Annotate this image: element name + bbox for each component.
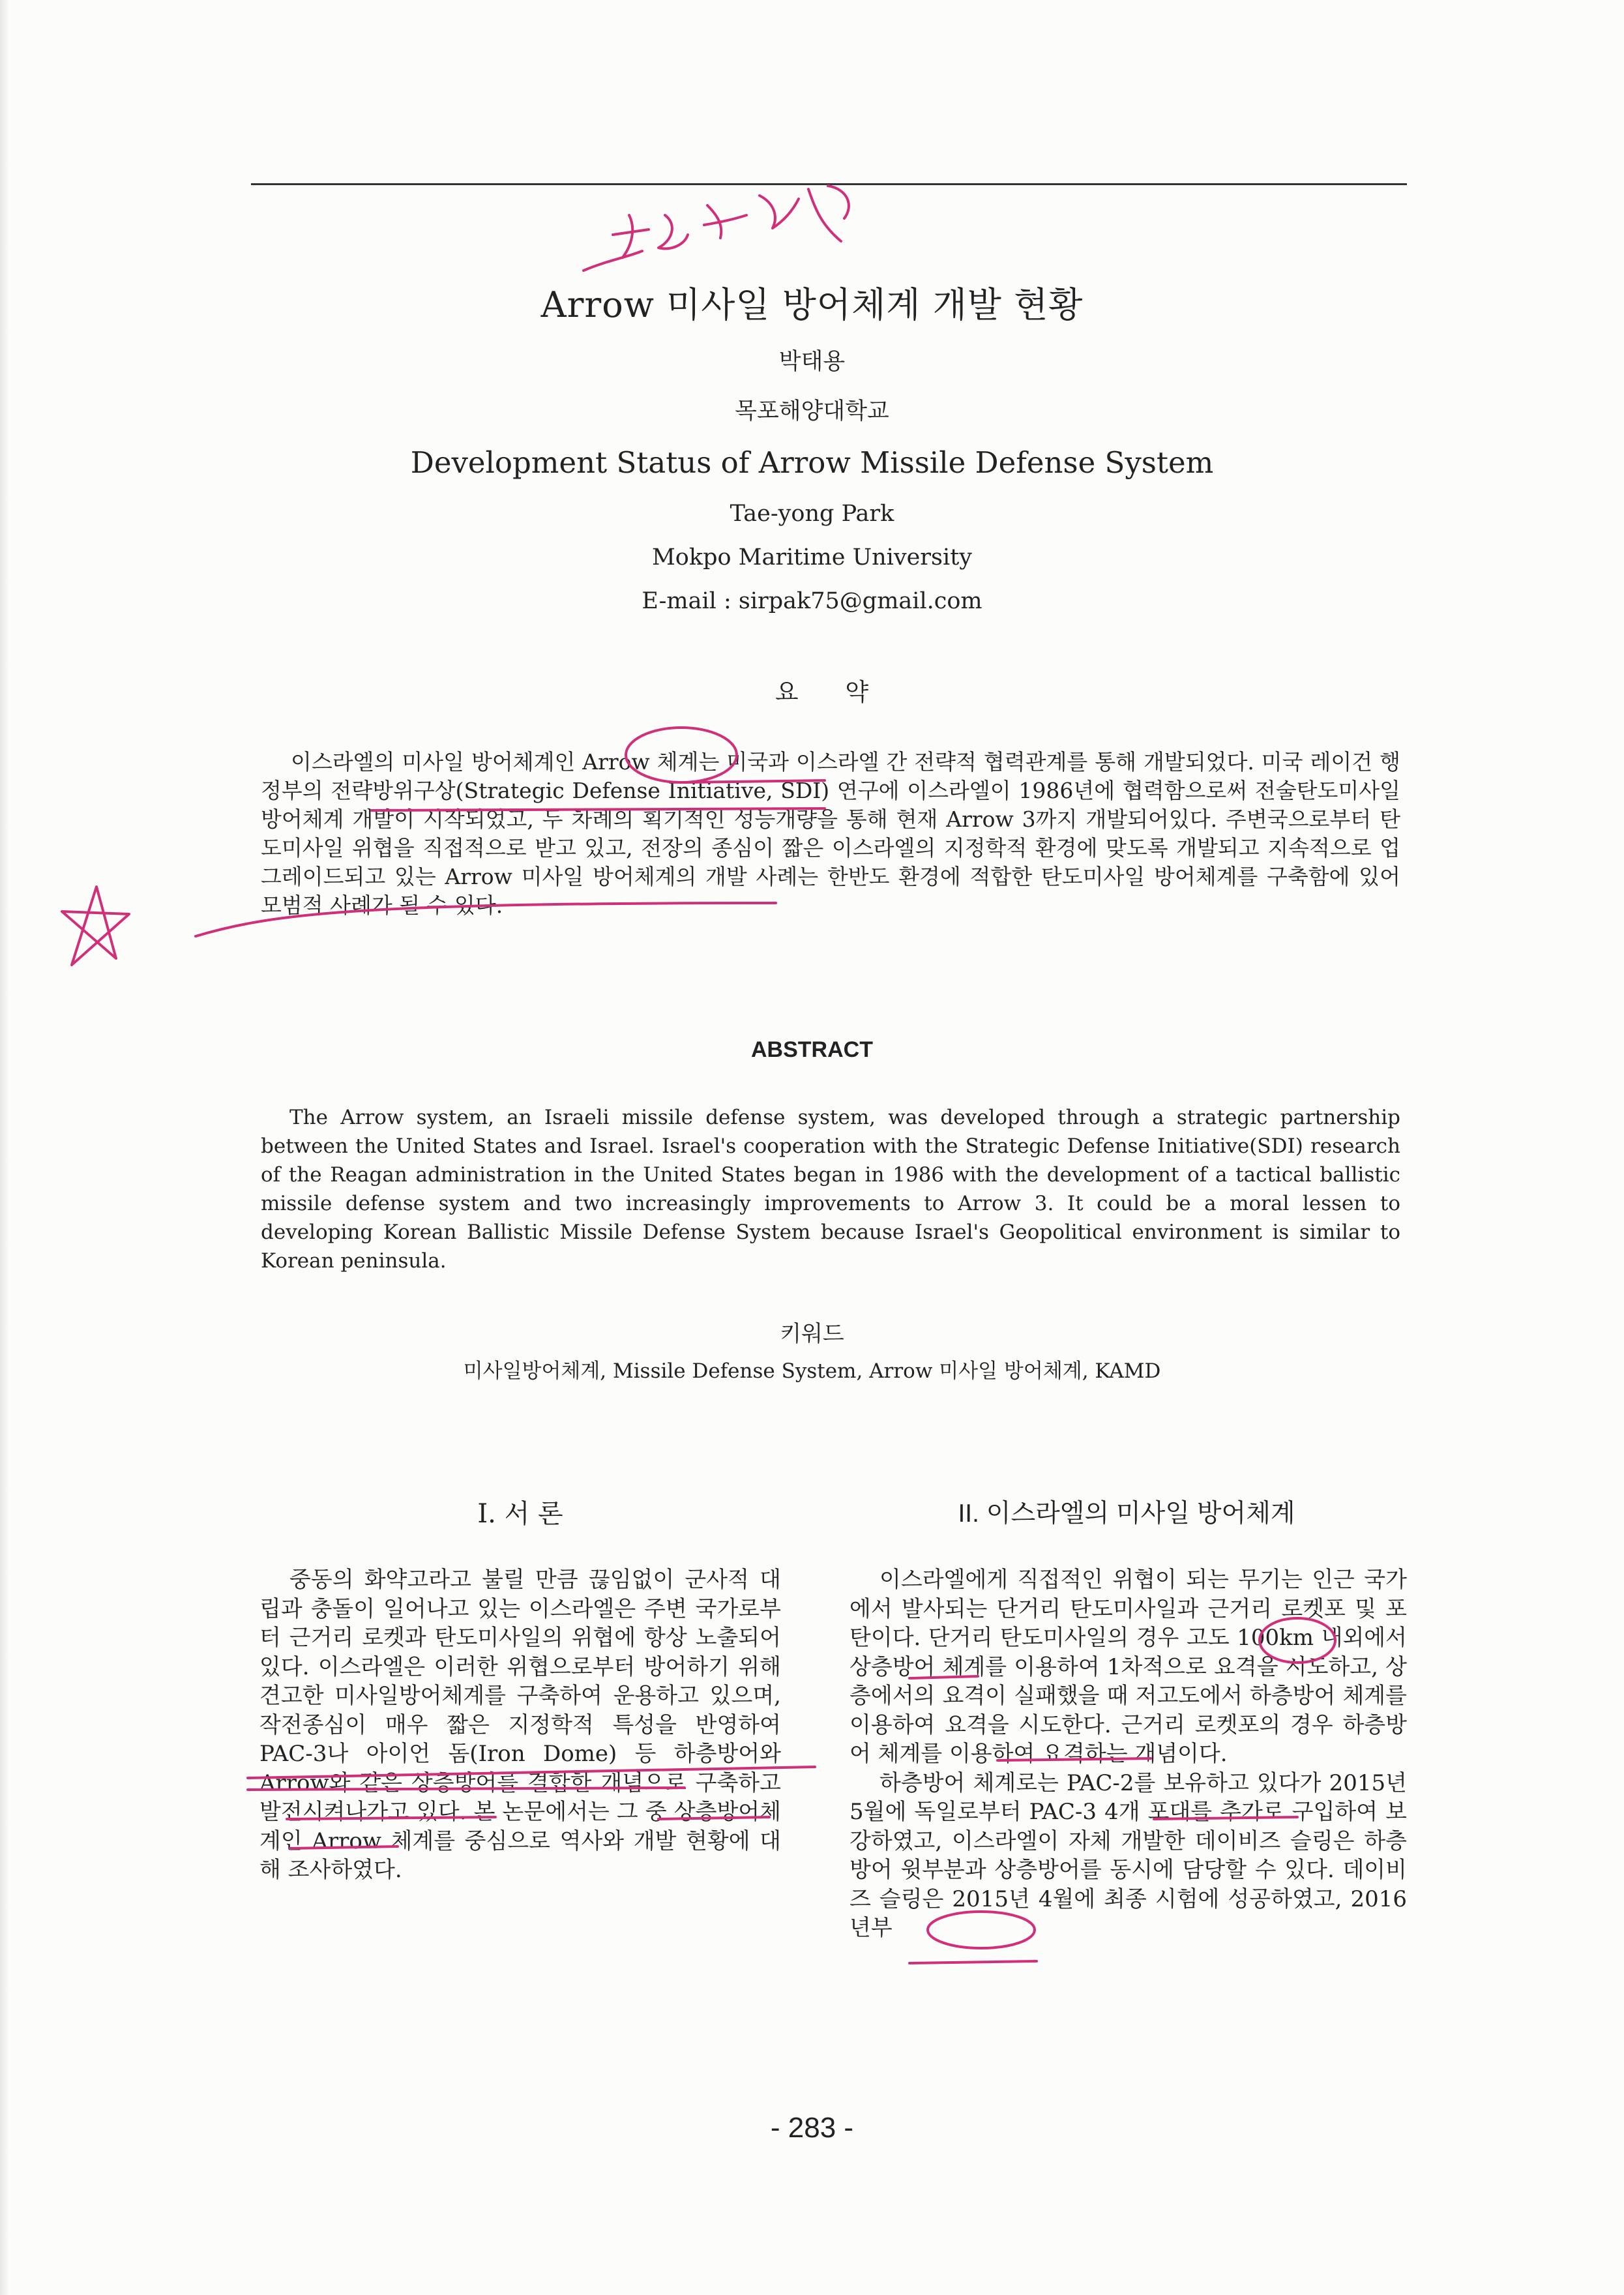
section1-paragraph: 중동의 화약고라고 불릴 만큼 끊임없이 군사적 대립과 충돌이 일어나고 있는 이스라엘은 주변 국가로부터 근거리 로켓과 탄도미사일의 위협에 항상 노출되어있다. 이스라엘은 이러한 위협으로부터 방어하기 위해 견고한 미사일방어체계를 구축하여 운용하고 있으며, 작전종심이 매우 짧은 지정학적 특성을 반영하여 PAC-3나 아이언 돔(Iron Dome) 등 하층방어와 Arrow와 같은 상층방어를 결합한 개념으로 구축하고 발전시켜나가고 있다. 본 논문에서는 그 중 상층방어체계인 Arrow 체계를 중심으로 역사와 개발 현황에 대해 조사하였다.	[259, 1567, 781, 1883]
section1-heading: I. 서 론	[477, 1499, 563, 1529]
page-number: - 283 -	[770, 2112, 854, 2144]
author-email: E-mail : sirpak75@gmail.com	[642, 588, 982, 614]
affiliation-korean: 목포해양대학교	[735, 398, 889, 424]
underline-mark	[909, 1961, 1037, 1963]
note-stroke	[808, 186, 849, 241]
abstract-heading: ABSTRACT	[751, 1037, 873, 1062]
paper-title: Arrow 미사일 방어체계 개발 현황	[540, 284, 1084, 325]
header-rule	[251, 183, 1407, 185]
summary-body: 이스라엘의 미사일 방어체계인 Arrow 체계는 미국과 이스라엘 간 전략적 협력관계를 통해 개발되었다. 미국 레이건 행정부의 전략방위구상(Strategic Defense Initiative, SDI) 연구에 이스라엘이 1986년에 협력함으로써 전술탄도미사일 방어체계 개발이 시작되었고, 두 차례의 획기적인 성능개량을 통해 현재 Arrow 3까지 개발되어있다. 주변국으로부터 탄도미사일 위협을 직접적으로 받고 있고, 전장의 종심이 짧은 이스라엘의 지정학적 환경에 맞도록 개발되고 지속적으로 업그레이드되고 있는 Arrow 미사일 방어체계의 개발 사례는 한반도 환경에 적합한 탄도미사일 방어체계를 구축함에 있어 모범적 사례가 될 수 있다.	[261, 749, 1401, 918]
note-stroke	[613, 215, 649, 258]
author-name-korean: 박태용	[778, 349, 846, 375]
section2-heading: II. 이스라엘의 미사일 방어체계	[958, 1500, 1295, 1528]
note-stroke	[583, 251, 642, 271]
section2-paragraph-1: 이스라엘에게 직접적인 위협이 되는 무기는 인근 국가에서 발사되는 단거리 탄도미사일과 근거리 로켓포 및 포탄이다. 단거리 탄도미사일의 경우 고도 100km 내외에서 상층방어 체계를 이용하여 1차적으로 요격을 시도하고, 상층에서의 요격이 실패했을 때 저고도에서 하층방어 체계를 이용하여 요격을 시도한다. 근거리 로켓포의 경우 하층방어 체계를 이용하여 요격하는 개념이다.	[849, 1567, 1407, 1767]
note-stroke	[658, 215, 688, 248]
handwritten-note	[583, 186, 849, 271]
note-stroke	[704, 205, 746, 238]
paper-title-english: Development Status of Arrow Missile Defense System	[410, 445, 1214, 480]
summary-heading: 요 약	[775, 678, 889, 706]
keywords-text: 미사일방어체계, Missile Defense System, Arrow 미사일 방어체계, KAMD	[463, 1359, 1161, 1383]
section2-paragraph-2: 하층방어 체계로는 PAC-2를 보유하고 있다가 2015년 5월에 독일로부터 PAC-3 4개 포대를 추가로 구입하여 보강하였고, 이스라엘이 자체 개발한 데이비즈 슬링은 하층방어 윗부분과 상층방어를 동시에 담당할 수 있다. 데이비즈 슬링은 2015년 4월에 최종 시험에 성공하였고, 2016년부	[849, 1769, 1407, 1941]
note-stroke	[760, 196, 799, 228]
star-mark	[62, 887, 129, 965]
section1-column	[259, 1565, 781, 1885]
abstract-body: The Arrow system, an Israeli missile defense system, was developed through a strategic partnership between the United States and Israel. Israel's cooperation with the Strategic Defense Initiative(SDI) research of the Reagan administration in the United States began in 1986 with the development of a tactical ballistic missile defense system and two increasingly improvements to Arrow 3. It could be a moral lessen to developing Korean Ballistic Missile Defense System because Israel's Geopolitical environment is similar to Korean peninsula.	[261, 1106, 1400, 1273]
keywords-heading: 키워드	[780, 1322, 844, 1346]
affiliation-english: Mokpo Maritime University	[651, 544, 973, 570]
section2-column	[849, 1565, 1407, 1943]
author-name-english: Tae-yong Park	[730, 501, 894, 527]
